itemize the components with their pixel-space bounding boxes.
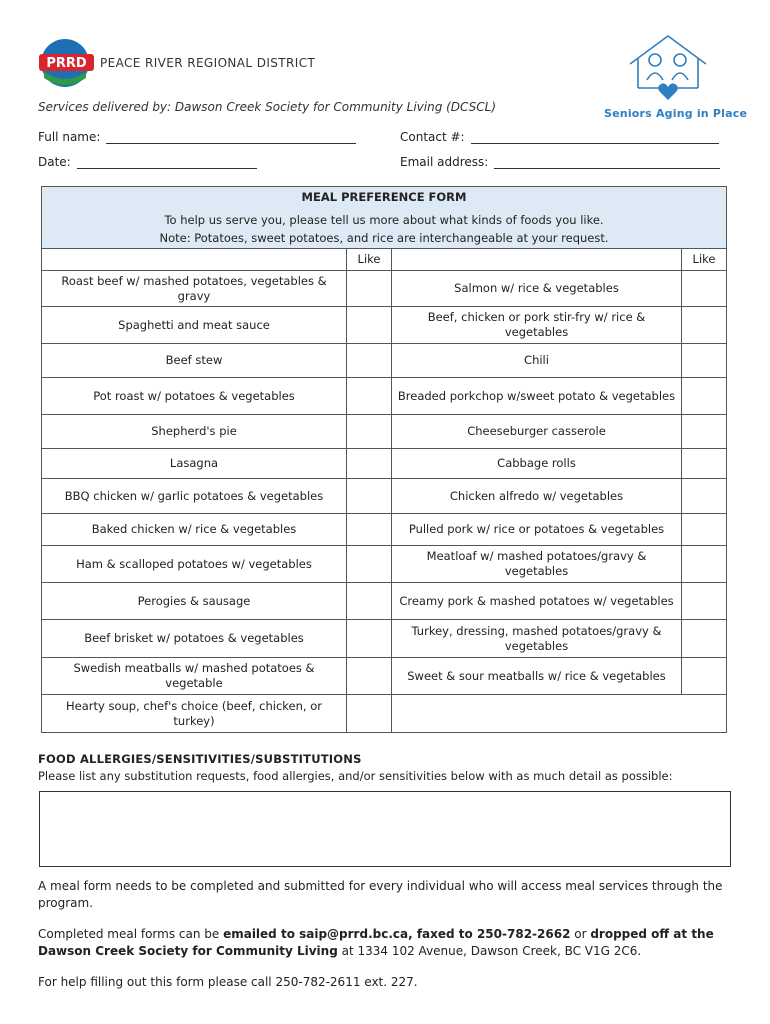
meal-preference-table [41, 186, 727, 733]
requirement-text: A meal form needs to be completed and submitted for every individual who will access meal services through the program. [38, 879, 723, 910]
blank-header-cell [392, 249, 682, 271]
submit-instructions [38, 926, 728, 960]
like-checkbox[interactable] [682, 620, 727, 658]
like-checkbox[interactable] [347, 415, 392, 449]
like-checkbox[interactable] [682, 514, 727, 546]
full-name-field [38, 130, 356, 144]
like-checkbox[interactable] [347, 658, 392, 695]
full-name-input-line[interactable] [106, 132, 356, 144]
allergies-title: FOOD ALLERGIES/SENSITIVITIES/SUBSTITUTIONS [38, 752, 362, 766]
meal-right: Sweet & sour meatballs w/ rice & vegetables [392, 658, 682, 695]
meal-left: Perogies & sausage [42, 583, 347, 620]
like-header-row [42, 249, 727, 271]
heart-icon [658, 83, 678, 100]
like-checkbox[interactable] [682, 307, 727, 344]
table-row [42, 271, 727, 307]
meal-left: Hearty soup, chef's choice (beef, chicken, or turkey) [42, 695, 347, 733]
table-header-cell [42, 187, 727, 249]
meal-right: Salmon w/ rice & vegetables [392, 271, 682, 307]
contact-label: Contact #: [400, 130, 465, 144]
meal-left: Shepherd's pie [42, 415, 347, 449]
like-checkbox[interactable] [347, 307, 392, 344]
prrd-logo-text: PRRD [46, 56, 87, 71]
table-row [42, 583, 727, 620]
like-checkbox[interactable] [682, 479, 727, 514]
like-checkbox[interactable] [682, 378, 727, 415]
contact-input-line[interactable] [471, 132, 719, 144]
date-label: Date: [38, 155, 71, 169]
allergies-input-box[interactable] [39, 791, 731, 867]
table-row [42, 695, 727, 733]
meal-left: Roast beef w/ mashed potatoes, vegetables & gravy [42, 271, 347, 307]
like-checkbox[interactable] [347, 546, 392, 583]
services-line: Services delivered by: Dawson Creek Society for Community Living (DCSCL) [38, 100, 497, 114]
table-row [42, 307, 727, 344]
meal-left: Swedish meatballs w/ mashed potatoes & vegetable [42, 658, 347, 695]
like-checkbox[interactable] [347, 271, 392, 307]
full-name-label: Full name: [38, 130, 101, 144]
table-row [42, 658, 727, 695]
meal-right: Turkey, dressing, mashed potatoes/gravy & vegetables [392, 620, 682, 658]
empty-cell [392, 695, 727, 733]
meal-left: Ham & scalloped potatoes w/ vegetables [42, 546, 347, 583]
form-intro: To help us serve you, please tell us more about what kinds of foods you like. [164, 213, 604, 227]
form-title: MEAL PREFERENCE FORM [301, 190, 467, 204]
like-checkbox[interactable] [682, 449, 727, 479]
table-row [42, 546, 727, 583]
like-checkbox[interactable] [347, 344, 392, 378]
like-checkbox[interactable] [347, 479, 392, 514]
org-name: PEACE RIVER REGIONAL DISTRICT [100, 56, 316, 70]
like-checkbox[interactable] [347, 449, 392, 479]
meal-left: Pot roast w/ potatoes & vegetables [42, 378, 347, 415]
meal-right: Cabbage rolls [392, 449, 682, 479]
submit-text-2: emailed to saip@prrd.bc.ca, faxed to 250-782-2662 [223, 927, 571, 941]
table-row [42, 449, 727, 479]
contact-field [400, 130, 719, 144]
prrd-logo [38, 38, 98, 88]
date-input-line[interactable] [77, 157, 257, 169]
meal-left: Baked chicken w/ rice & vegetables [42, 514, 347, 546]
table-row [42, 514, 727, 546]
meal-right: Breaded porkchop w/sweet potato & vegetables [392, 378, 682, 415]
like-checkbox[interactable] [347, 514, 392, 546]
table-row [42, 620, 727, 658]
meal-left: Beef brisket w/ potatoes & vegetables [42, 620, 347, 658]
date-field [38, 155, 257, 169]
meal-right: Meatloaf w/ mashed potatoes/gravy & vegetables [392, 546, 682, 583]
like-checkbox[interactable] [347, 378, 392, 415]
meal-left: Beef stew [42, 344, 347, 378]
form-note: Note: Potatoes, sweet potatoes, and rice are interchangeable at your request. [159, 231, 609, 245]
like-checkbox[interactable] [347, 583, 392, 620]
meal-left: Spaghetti and meat sauce [42, 307, 347, 344]
help-text: For help filling out this form please call 250-782-2611 ext. 227. [38, 975, 418, 989]
submit-text-3: or [570, 927, 591, 941]
like-checkbox[interactable] [347, 620, 392, 658]
meal-right: Beef, chicken or pork stir-fry w/ rice & vegetables [392, 307, 682, 344]
meal-right: Chili [392, 344, 682, 378]
submit-text-5: at 1334 102 Avenue, Dawson Creek, BC V1G 2C6. [337, 944, 642, 958]
allergies-description: Please list any substitution requests, food allergies, and/or sensitivities below with as much detail as possible: [38, 769, 673, 783]
submit-text-1: Completed meal forms can be [38, 927, 224, 941]
meal-left: Lasagna [42, 449, 347, 479]
like-checkbox[interactable] [682, 271, 727, 307]
meal-right: Pulled pork w/ rice or potatoes & vegetables [392, 514, 682, 546]
email-input-line[interactable] [494, 157, 720, 169]
table-row [42, 378, 727, 415]
like-checkbox[interactable] [682, 344, 727, 378]
like-checkbox[interactable] [682, 415, 727, 449]
table-row [42, 415, 727, 449]
submit-text-4: dropped off at the Dawson Creek Society for Community Living [38, 927, 714, 958]
email-label: Email address: [400, 155, 489, 169]
like-checkbox[interactable] [682, 658, 727, 695]
email-field [400, 155, 720, 169]
like-header-left: Like [347, 249, 392, 271]
table-row [42, 479, 727, 514]
table-header-row [42, 187, 727, 249]
like-checkbox[interactable] [682, 546, 727, 583]
meal-left: BBQ chicken w/ garlic potatoes & vegetables [42, 479, 347, 514]
like-header-right: Like [682, 249, 727, 271]
like-checkbox[interactable] [682, 583, 727, 620]
brand-tagline: Seniors Aging in Place [604, 107, 748, 120]
like-checkbox[interactable] [347, 695, 392, 733]
blank-header-cell [42, 249, 347, 271]
meal-right: Cheeseburger casserole [392, 415, 682, 449]
meal-right: Chicken alfredo w/ vegetables [392, 479, 682, 514]
table-row [42, 344, 727, 378]
meal-right: Creamy pork & mashed potatoes w/ vegetables [392, 583, 682, 620]
